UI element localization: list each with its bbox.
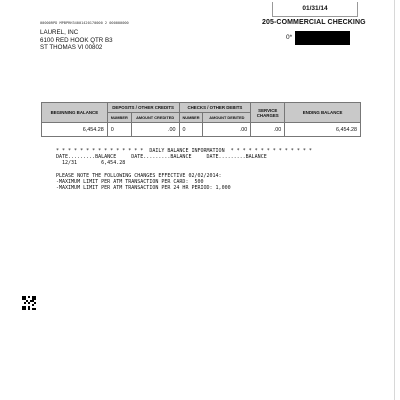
amount-debited-value: .00 xyxy=(203,123,251,137)
deposits-number-value: 0 xyxy=(107,123,131,137)
summary-header-row xyxy=(42,103,361,113)
header-checks-debits: CHECKS / OTHER DEBITS xyxy=(179,103,251,113)
daily-balance-header: DATE.........BALANCE DATE.........BALANCE DATE.........BALANCE xyxy=(56,154,267,161)
account-number-prefix: 0* xyxy=(286,34,293,41)
header-service-charges: SERVICE CHARGES xyxy=(251,103,285,123)
statement-date: 01/31/14 xyxy=(272,2,358,17)
address-line-3: ST THOMAS VI 00802 xyxy=(40,44,103,52)
header-amount-credited: AMOUNT CREDITED xyxy=(131,113,179,123)
mailing-address xyxy=(40,29,113,52)
daily-balance-entry: 12/31 6,454.28 xyxy=(56,160,126,167)
ending-balance-value: 6,454.28 xyxy=(285,123,361,137)
address-line-1: LAUREL, INC xyxy=(40,29,79,36)
page-edge xyxy=(394,0,395,400)
account-number-redaction xyxy=(295,31,350,45)
notice-line-1: PLEASE NOTE THE FOLLOWING CHANGES EFFECTIVE 02/02/2014: xyxy=(56,172,222,179)
mailing-code: 00000RPD MPBPRH34001420170000 2 000000000 xyxy=(40,21,129,25)
notice-line-3: -MAXIMUM LIMIT PER ATM TRANSACTION PER 24 HR PERIOD: 1,000 xyxy=(56,185,231,192)
summary-data-row xyxy=(42,123,361,137)
address-line-2: 6100 RED HOOK QTR B3 xyxy=(40,36,113,44)
daily-balance-title: * * * * * * * * * * * * * * * DAILY BALANCE INFORMATION * * * * * * * * * * * * * * xyxy=(56,148,312,154)
header-ending-balance: ENDING BALANCE xyxy=(285,103,361,123)
header-beginning-balance: BEGINNING BALANCE xyxy=(42,103,108,123)
header-deposits-credits: DEPOSITS / OTHER CREDITS xyxy=(107,103,179,113)
account-summary-table xyxy=(41,102,361,137)
notice-line-2: -MAXIMUM LIMIT PER ATM TRANSACTION PER CARD: 500 xyxy=(56,179,204,186)
account-type: 205-COMMERCIAL CHECKING xyxy=(262,19,366,26)
daily-balance-section xyxy=(56,148,312,191)
header-checks-number: NUMBER xyxy=(179,113,203,123)
header-deposits-number: NUMBER xyxy=(107,113,131,123)
beginning-balance-value: 6,454.28 xyxy=(42,123,108,137)
header-amount-debited: AMOUNT DEBITED xyxy=(203,113,251,123)
service-charges-value: .00 xyxy=(251,123,285,137)
amount-credited-value: .00 xyxy=(131,123,179,137)
qr-code-icon xyxy=(22,296,36,310)
checks-number-value: 0 xyxy=(179,123,203,137)
